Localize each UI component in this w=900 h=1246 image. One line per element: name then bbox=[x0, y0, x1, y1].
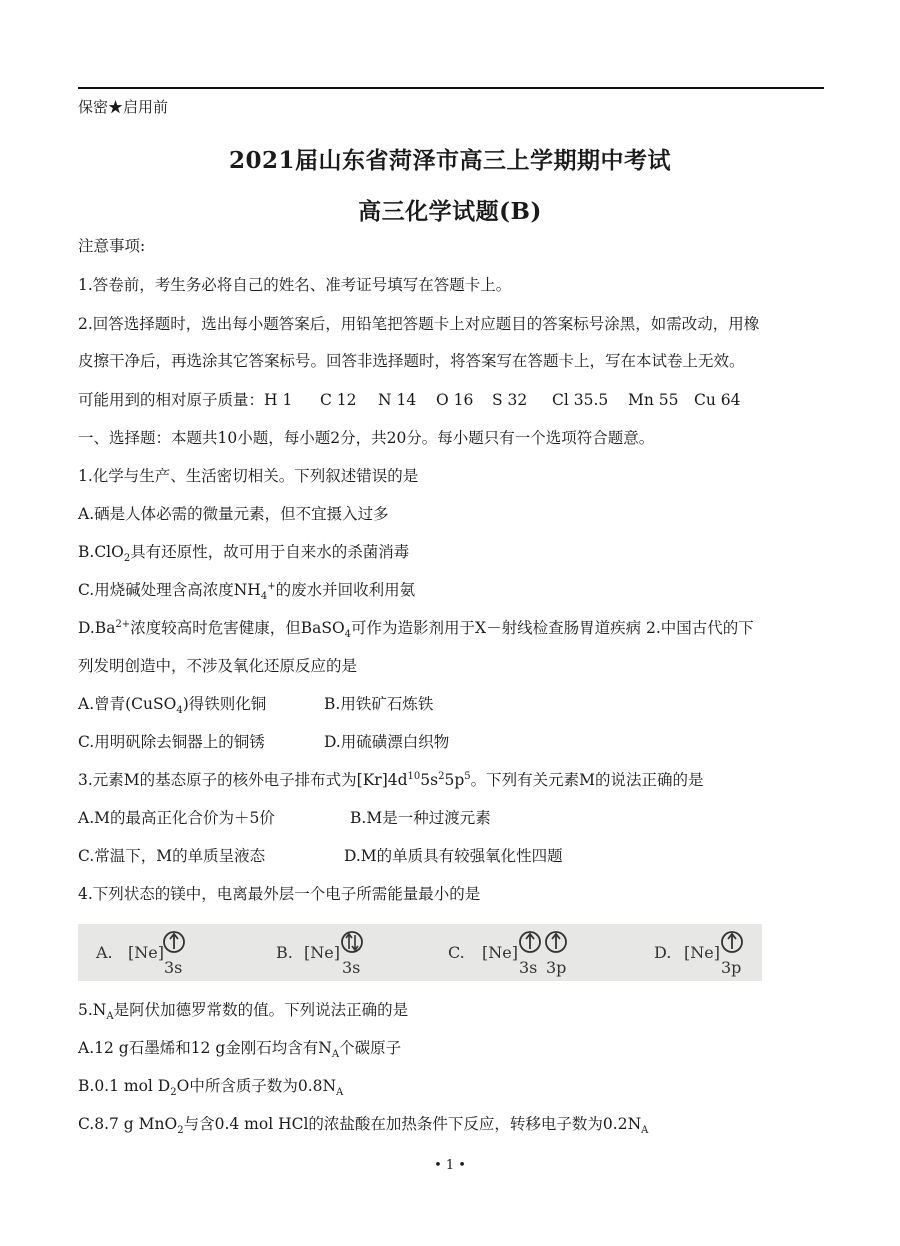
q4-b-letter: B. bbox=[276, 943, 293, 962]
header-rule bbox=[78, 87, 824, 89]
q2-option-a: A.曾青(CuSO$_4$)得铁则化铜 bbox=[78, 695, 267, 717]
q4-d-core: [Ne] bbox=[684, 943, 720, 962]
q4-a-core: [Ne] bbox=[128, 943, 164, 962]
q3-option-b: B.M是一种过渡元素 bbox=[350, 809, 491, 827]
exam-subtitle: 高三化学试题(B) bbox=[358, 198, 542, 225]
q4-d-orbital-label: 3p bbox=[721, 958, 742, 977]
q5-option-a: A.12 g石墨烯和12 g金刚石均含有$N_A$个碳原子 bbox=[78, 1039, 402, 1061]
q4-c-orbital-label-3p: 3p bbox=[546, 958, 567, 977]
q3-option-d: D.M的单质具有较强氧化性四题 bbox=[344, 847, 563, 865]
q5-stem: $5.N_A$是阿伏加德罗常数的值。下列说法正确的是 bbox=[78, 1001, 409, 1023]
q2-option-d: D.用硫磺漂白织物 bbox=[324, 733, 450, 751]
mass-cu: Cu 64 bbox=[694, 391, 741, 409]
q4-c-3s-up-arrow-icon bbox=[520, 932, 540, 952]
q2-option-c: C.用明矾除去铜器上的铜锈 bbox=[78, 733, 265, 751]
q3-option-a: A.M的最高正化合价为＋5价 bbox=[78, 809, 275, 827]
q3-stem: 3.元素M的基态原子的核外电子排布式为$[Kr]4d^{10}5s^25p^5$。下列有关元素M的说法正确的是 bbox=[78, 770, 704, 789]
q4-b-paired-arrows-icon bbox=[342, 932, 362, 952]
mass-mn: Mn 55 bbox=[628, 391, 679, 409]
q4-c-core: [Ne] bbox=[482, 943, 518, 962]
q4-orbital-diagram-image bbox=[78, 924, 762, 981]
q4-b-orbital-label: 3s bbox=[342, 958, 361, 977]
q1-option-b: B.ClO$_2$具有还原性，故可用于自来水的杀菌消毒 bbox=[78, 543, 410, 565]
q2-option-b: B.用铁矿石炼铁 bbox=[324, 695, 434, 713]
q4-a-orbital-label: 3s bbox=[164, 958, 183, 977]
q4-c-letter: C. bbox=[448, 943, 465, 962]
q4-c-orbital-label-3s: 3s bbox=[519, 958, 538, 977]
atomic-masses bbox=[78, 390, 741, 410]
confidential-label: 保密★启用前 bbox=[78, 98, 169, 116]
q4-stem: 4.下列状态的镁中，电离最外层一个电子所需能量最小的是 bbox=[78, 885, 481, 903]
q4-c-3p-up-arrow-icon bbox=[546, 932, 566, 952]
q1-option-a: A.硒是人体必需的微量元素，但不宜摄入过多 bbox=[78, 505, 389, 523]
mass-cl: Cl 35.5 bbox=[552, 391, 609, 409]
q5-option-c: C.8.7 g MnO$_2$与含0.4 mol HCl的浓盐酸在加热条件下反应，转移电子数为$0.2N_A$ bbox=[78, 1115, 649, 1137]
q2-stem: 列发明创造中，不涉及氧化还原反应的是 bbox=[78, 657, 358, 675]
mass-s: S 32 bbox=[492, 391, 528, 409]
q5-option-b: B.0.1 mol $D_2O$中所含质子数为$0.8N_A$ bbox=[78, 1077, 344, 1099]
q3-options-row-2 bbox=[78, 846, 563, 866]
q1-option-d: $D.Ba^{2+}$浓度较高时危害健康，但BaSO$_4$可作为造影剂用于X－射线检查肠胃道疾病 2.中国古代的下 bbox=[78, 618, 754, 641]
exam-title: 2021届山东省菏泽市高三上学期期中考试 bbox=[228, 147, 671, 174]
mass-o: O 16 bbox=[436, 391, 474, 409]
q1-stem: 1.化学与生产、生活密切相关。下列叙述错误的是 bbox=[78, 467, 419, 485]
section-1-heading: 一、选择题：本题共10小题，每小题2分，共20分。每小题只有一个选项符合题意。 bbox=[78, 429, 655, 447]
q4-a-letter: A. bbox=[96, 943, 113, 962]
mass-n: N 14 bbox=[378, 391, 417, 409]
q1-option-c: C.用烧碱处理含高浓度$NH_4^+$的废水并回收利用氨 bbox=[78, 580, 416, 603]
note-1: 1.答卷前，考生务必将自己的姓名、准考证号填写在答题卡上。 bbox=[78, 276, 512, 294]
q3-option-c: C.常温下，M的单质呈液态 bbox=[78, 847, 266, 865]
q4-a-up-arrow-icon bbox=[164, 932, 184, 952]
note-2-line-1: 2.回答选择题时，选出每小题答案后，用铅笔把答题卡上对应题目的答案标号涂黑，如需改动，用橡 bbox=[78, 315, 760, 333]
q2-options-row-1 bbox=[78, 694, 434, 717]
note-2-line-2: 皮擦干净后，再选涂其它答案标号。回答非选择题时，将答案写在答题卡上，写在本试卷上无效。 bbox=[78, 352, 745, 370]
page-number: • 1 • bbox=[434, 1158, 466, 1173]
mass-c: C 12 bbox=[320, 391, 357, 409]
mass-h: H 1 bbox=[264, 391, 293, 409]
q4-b-core: [Ne] bbox=[304, 943, 340, 962]
q4-d-letter: D. bbox=[654, 943, 672, 962]
atomic-masses-label: 可能用到的相对原子质量： bbox=[78, 391, 265, 409]
q3-options-row-1 bbox=[78, 808, 491, 828]
notes-heading: 注意事项: bbox=[78, 237, 146, 255]
q4-d-up-arrow-icon bbox=[722, 932, 742, 952]
q2-options-row-2 bbox=[78, 732, 449, 752]
